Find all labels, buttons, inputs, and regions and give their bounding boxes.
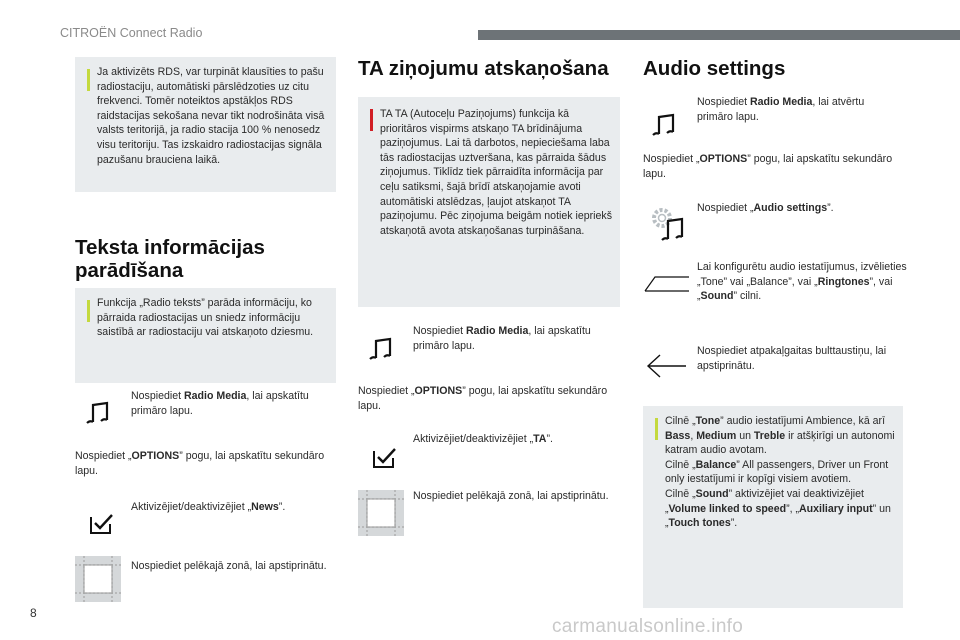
section-heading-ta: TA ziņojumu atskaņošana xyxy=(358,57,609,80)
col3-step1: Nospiediet Radio Media, lai atvērtu primāro lapu. xyxy=(697,96,865,123)
col2-step1: Nospiediet Radio Media, lai apskatītu primāro lapu. xyxy=(413,325,591,352)
page-number: 8 xyxy=(30,606,37,620)
col2-step3: Aktivizējiet/deaktivizējiet „TA”. xyxy=(413,433,553,445)
ta-warning-text: TA TA (Autoceļu Paziņojums) funkcija kā prioritāros vispirms atskaņo TA brīdinājuma paziņojumus. Lai tā darbotos, nepieciešama laba tās radiostacijas uztveršana, kas pārraida šādus ziņojumus. Tiklīdz tiek pārraidīta informācija par ceļu satiksmi, šajā brīdī atskaņojamie avoti automātiski atslēdzas, ļaujot atskaņot TA paziņojumu. Pēc ziņojuma beigām notiek iepriekš atskaņotā avota atskaņošanas turpināšana. xyxy=(380,108,613,237)
col3-step2: Nospiediet „OPTIONS” pogu, lai apskatītu sekundāro lapu. xyxy=(643,153,893,180)
info-marker xyxy=(655,418,658,440)
rds-info-box xyxy=(75,57,336,192)
audio-settings-info-text: Cilnē „Tone” audio iestatījumi Ambience, kā arī Bass, Medium un Treble ir atšķirīgi un autonomi katram audio avotam. Cilnē „Balance” All passengers, Driver un Front only iestatījumi ir kopīgi visiem avotiem. Cilnē „Sound” aktivizējiet vai deaktivizējiet „Volume linked to speed”, „Auxiliary input” un „Touch tones”. xyxy=(665,415,895,530)
col3-step3: Nospiediet „Audio settings”. xyxy=(697,202,834,214)
audio-settings-info-box xyxy=(643,406,903,608)
info-marker xyxy=(87,300,90,322)
warning-marker xyxy=(370,109,373,131)
header-bar xyxy=(478,30,960,40)
gear-music-icon xyxy=(648,205,688,245)
col2-step2: Nospiediet „OPTIONS” pogu, lai apskatītu sekundāro lapu. xyxy=(358,385,608,412)
info-marker xyxy=(87,69,90,91)
checkbox-check-icon xyxy=(371,446,399,470)
col1-step2: Nospiediet „OPTIONS” pogu, lai apskatītu sekundāro lapu. xyxy=(75,450,325,477)
col3-step5: Nospiediet atpakaļgaitas bulttaustiņu, lai apstiprinātu. xyxy=(697,345,887,372)
ta-warning-box xyxy=(358,97,620,307)
col1-step3: Aktivizējiet/deaktivizējiet „News”. xyxy=(131,501,286,513)
tab-select-icon xyxy=(643,274,691,294)
watermark: carmanualsonline.info xyxy=(552,616,744,637)
rds-info-text: Ja aktivizēts RDS, var turpināt klausīties to pašu radiostaciju, automātiski pārslēdzoties uz citu frekvenci. Tomēr noteiktos apstākļos RDS raidstacijas sekošana nevar tikt nodrošināta visā valsts teritorijā, ja radio stacija 100 % nenosedz visu teritoriju. Tas izskaidro radiostacijas signāla pazušanu brauciena laikā. xyxy=(97,66,325,166)
radio-text-info-box xyxy=(75,288,336,383)
back-arrow-icon xyxy=(644,352,688,380)
grey-zone-icon xyxy=(75,556,121,602)
section-heading-audio-settings: Audio settings xyxy=(643,57,786,80)
checkbox-check-icon xyxy=(88,512,116,536)
col1-step4: Nospiediet pelēkajā zonā, lai apstiprinātu. xyxy=(131,560,327,572)
grey-zone-icon xyxy=(358,490,404,536)
radio-text-info-text: Funkcija „Radio teksts” parāda informāciju, ko pārraida radiostacijas un sniedz informāciju saistībā ar radiostaciju vai atskaņoto dziesmu. xyxy=(97,297,314,339)
music-note-icon xyxy=(652,112,678,140)
section-heading-radio-text: Teksta informācijas parādīšana xyxy=(75,236,265,282)
music-note-icon xyxy=(369,336,395,364)
col3-step4: Lai konfigurētu audio iestatījumus, izvēlieties „Tone” vai „Balance”, vai „Ringtones”, vai „Sound” cilni. xyxy=(697,261,907,303)
music-note-icon xyxy=(86,400,112,428)
header-title: CITROËN Connect Radio xyxy=(60,26,203,40)
col1-step1: Nospiediet Radio Media, lai apskatītu primāro lapu. xyxy=(131,390,309,417)
col2-step4: Nospiediet pelēkajā zonā, lai apstiprinātu. xyxy=(413,490,609,502)
